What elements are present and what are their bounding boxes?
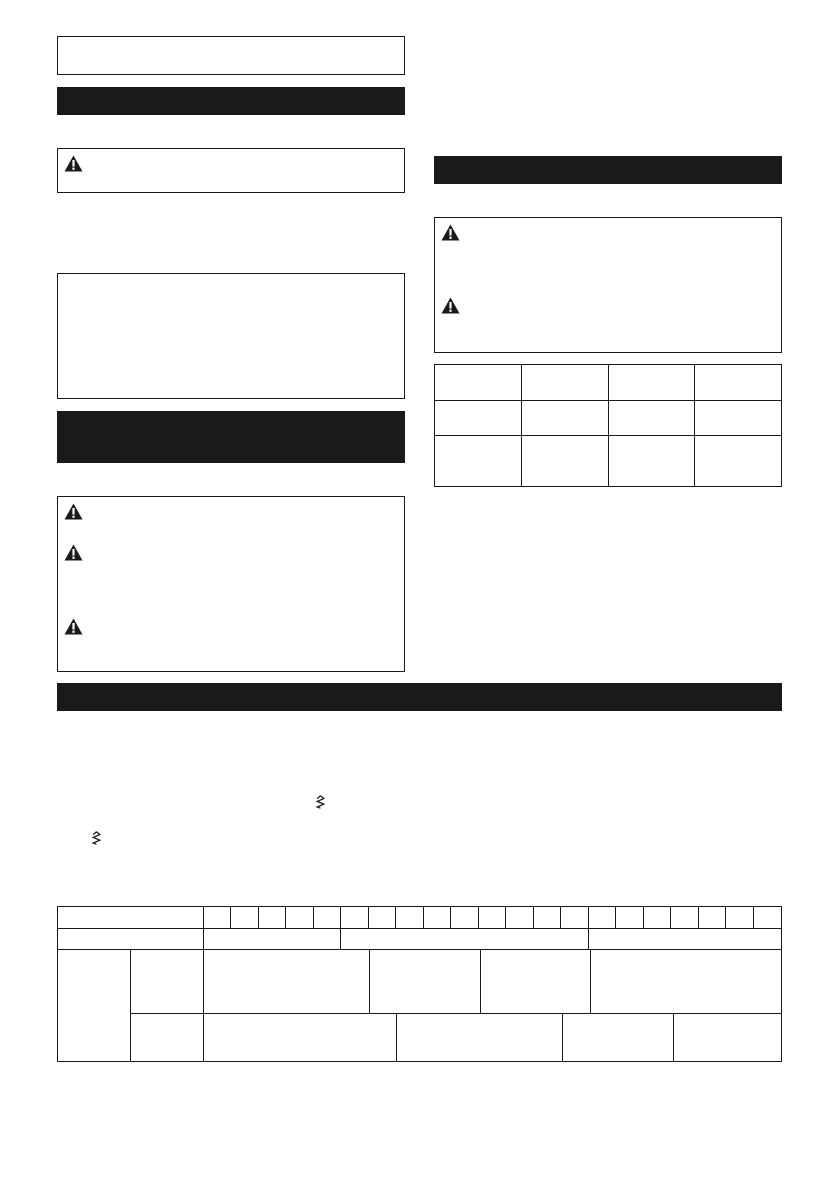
- warning-box-2: [57, 496, 405, 672]
- section-header-bar-3: [434, 156, 782, 184]
- grid-col-divider: [725, 907, 726, 928]
- grid-col-divider: [560, 907, 561, 928]
- table-cell: [435, 436, 522, 487]
- grid-col-divider: [505, 907, 506, 928]
- grid-row-divider: [58, 928, 781, 929]
- grid-col-divider: [230, 907, 231, 928]
- grid-col-divider: [673, 1013, 674, 1061]
- warning-triangle-icon: [64, 618, 83, 635]
- drill-bit-icon: [92, 831, 101, 845]
- table-cell: [608, 401, 695, 436]
- grid-col-divider: [203, 949, 204, 1061]
- table-cell: [521, 436, 608, 487]
- grid-col-divider: [670, 907, 671, 928]
- top-note-box: [57, 36, 405, 75]
- section-header-bar-2: [57, 411, 405, 463]
- table-row: [435, 365, 782, 401]
- grid-col-divider: [615, 907, 616, 928]
- grid-col-divider: [478, 907, 479, 928]
- table-row: [435, 436, 782, 487]
- table-row: [435, 401, 782, 436]
- table-cell: [695, 401, 782, 436]
- table-cell: [435, 401, 522, 436]
- spec-table-small: [434, 364, 782, 487]
- section-header-bar-1: [57, 87, 405, 115]
- grid-row-divider: [130, 1013, 781, 1014]
- grid-col-divider: [313, 907, 314, 928]
- table-cell: [435, 365, 522, 401]
- grid-col-divider: [258, 907, 259, 928]
- grid-col-divider: [588, 907, 589, 949]
- grid-col-divider: [450, 907, 451, 928]
- grid-col-divider: [753, 907, 754, 928]
- table-cell: [521, 365, 608, 401]
- grid-col-divider: [130, 949, 131, 1061]
- note-box-2: [57, 273, 405, 399]
- grid-col-divider: [396, 1013, 397, 1061]
- grid-col-divider: [395, 907, 396, 928]
- grid-col-divider: [533, 907, 534, 928]
- warning-box-3: [434, 217, 782, 353]
- grid-col-divider: [643, 907, 644, 928]
- table-cell: [608, 436, 695, 487]
- grid-col-divider: [480, 949, 481, 1013]
- grid-col-divider: [368, 907, 369, 928]
- warning-triangle-icon: [441, 224, 460, 241]
- drill-bit-icon: [316, 795, 325, 809]
- grid-col-divider: [285, 907, 286, 928]
- section-header-bar-wide: [57, 683, 782, 711]
- grid-col-divider: [340, 907, 341, 949]
- warning-box-1: [57, 148, 405, 193]
- table-cell: [695, 436, 782, 487]
- table-cell: [521, 401, 608, 436]
- grid-col-divider: [203, 907, 204, 949]
- mode-grid-table: [57, 906, 782, 1062]
- grid-col-divider: [562, 1013, 563, 1061]
- warning-triangle-icon: [64, 503, 83, 520]
- warning-triangle-icon: [64, 155, 83, 172]
- warning-triangle-icon: [441, 297, 460, 314]
- grid-col-divider: [369, 949, 370, 1013]
- grid-col-divider: [590, 949, 591, 1013]
- table-cell: [695, 365, 782, 401]
- grid-col-divider: [698, 907, 699, 928]
- table-cell: [608, 365, 695, 401]
- warning-triangle-icon: [64, 544, 83, 561]
- grid-col-divider: [423, 907, 424, 928]
- grid-row-divider: [58, 949, 781, 950]
